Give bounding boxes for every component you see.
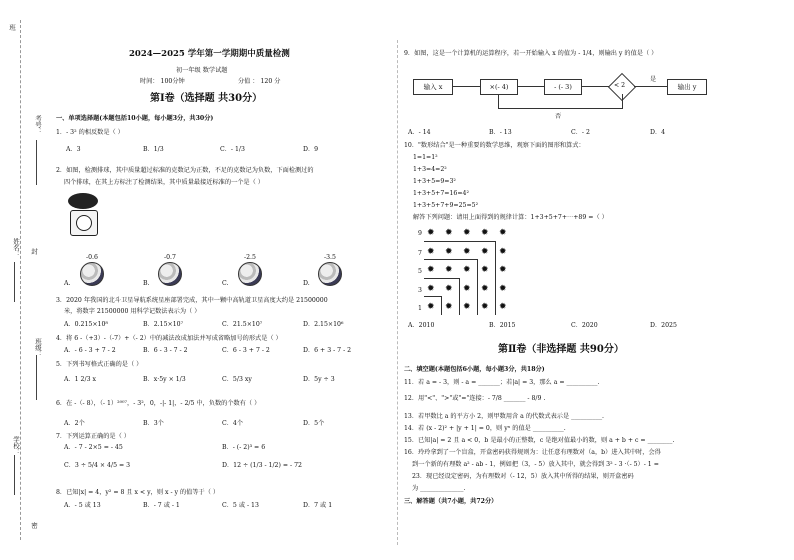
q7-option-b: B．- (- 2)³ = 6	[222, 444, 266, 451]
q11-stem: 11．若 a = - 3，则 - a = _______；若|a| = 3，那么 a = __________.	[404, 379, 600, 386]
grid-row-label-7: 7	[418, 250, 422, 257]
q1-option-d: D．9	[303, 146, 319, 153]
q5-stem: 5．下列书写格式正确的是（ ）	[56, 361, 143, 368]
sun-icon: ✹	[427, 228, 435, 238]
solve-intro: 三、解答题（共7小题，共72分）	[404, 498, 498, 505]
q5-option-d: D．5y ÷ 3	[303, 376, 335, 383]
q14-stem: 14．若 (x - 2)² + |y + 1| = 0，则 yˣ 的值是 __________.	[404, 425, 566, 432]
sun-icon: ✹	[481, 246, 489, 257]
volleyball-c-icon	[238, 262, 262, 286]
sun-icon: ✹	[445, 265, 453, 275]
q9-stem: 9．如图，这是一个计算机的运算程序，若一开始输入 x 的值为 - 1/4，则输出 y 的值是（ ）	[404, 50, 658, 57]
q10-option-c: C．2020	[571, 322, 598, 329]
sun-icon: ✹	[463, 246, 471, 257]
exam-time: 时间： 100分钟	[140, 78, 185, 85]
q7-option-a: A．- 7 - 2×5 = - 45	[64, 444, 123, 451]
volleyball-a-icon	[80, 262, 104, 286]
sun-icon: ✹	[481, 265, 489, 275]
margin-mi-label: 密	[30, 522, 38, 529]
scale-body-image	[70, 210, 98, 236]
q2-value-d: -3.5	[324, 254, 336, 261]
sun-icon: ✹	[463, 228, 471, 238]
flow-no-label: 否	[555, 113, 562, 120]
q3-option-b: B．2.15×10⁷	[143, 321, 184, 328]
q5-option-c: C．5/3 xy	[222, 376, 252, 383]
q6-option-b: B．3个	[143, 420, 164, 427]
q2-value-b: -0.7	[164, 254, 176, 261]
grid-l-7	[424, 241, 496, 315]
margin-banji-label: 班级：	[34, 338, 42, 358]
margin-xiao-label: 学校：	[12, 436, 20, 456]
q4-stem: 4．将 6 -（+3）-（-7）+（- 2）中的减法改成加法并写成省略加号的形式是（ ）	[56, 335, 282, 342]
grid-row-label-9: 9	[418, 230, 422, 237]
sun-icon: ✹	[445, 283, 453, 294]
volleyball-d-icon	[318, 262, 342, 286]
q8-option-b: B．- 7 或 - 1	[143, 502, 180, 509]
q5-option-b: B．x·5y × 1/3	[143, 376, 186, 383]
grid-row-label-3: 3	[418, 287, 422, 294]
q7-stem: 7．下列运算正确的是（ ）	[56, 433, 130, 440]
margin-feng-label: 封	[30, 248, 38, 255]
q10-stem: 10．"数形结合"是一种重要的数学思维，观察下面的图形和算式：	[404, 142, 585, 149]
q6-stem: 6．在 -（- 8），（- 1）²⁰⁰⁷，- 3²，0，-|- 1|，- 2/5 中，负数的个数有（ ）	[56, 400, 261, 407]
q5-option-a: A．1 2/3 x	[64, 376, 96, 383]
q6-option-a: A．2个	[64, 420, 85, 427]
q4-option-c: C．6 - 3 + 7 - 2	[222, 347, 270, 354]
part1-title: 第Ⅰ卷（选择题 共30分）	[150, 93, 263, 104]
q3-stem-line1: 3．2020 年我国的北斗卫星导航系统星座部署完成，其中一颗中高轨道卫星高度大约是 21500000	[56, 297, 328, 304]
flow-arrow-1	[452, 86, 480, 87]
q4-option-d: D．6 + 3 - 7 - 2	[303, 347, 352, 354]
sun-icon: ✹	[427, 302, 435, 312]
flow-input-box: 输入 x	[413, 79, 453, 95]
q2-option-b: B.	[143, 280, 150, 287]
flow-arrow-4	[634, 86, 667, 87]
sun-icon: ✹	[427, 265, 435, 275]
q2-value-a: -0.6	[86, 254, 98, 261]
sun-icon: ✹	[499, 246, 507, 257]
sun-icon: ✹	[445, 228, 453, 238]
banji-line	[36, 355, 37, 400]
flow-arrow-3	[581, 86, 609, 87]
column-divider	[397, 40, 398, 545]
q4-option-a: A．- 6 - 3 + 7 - 2	[64, 347, 116, 354]
exam-score: 分值 ： 120 分	[238, 78, 281, 85]
q3-option-d: D．2.15×10⁶	[303, 321, 344, 328]
q10-option-b: B．2015	[489, 322, 516, 329]
q1-option-a: A．3	[66, 146, 81, 153]
volleyball-b-icon	[158, 262, 182, 286]
q10-option-d: D．2025	[650, 322, 677, 329]
q13-stem: 13．若甲数比 a 的平方小 2，则甲数用含 a 的代数式表示是 __________.	[404, 413, 605, 420]
sun-icon: ✹	[427, 246, 435, 257]
q1-option-b: B．1/3	[143, 146, 164, 153]
q9-option-d: D．4	[650, 129, 666, 136]
flow-multiply-box: ×(- 4)	[480, 79, 518, 95]
flow-subtract-box: - (- 3)	[544, 79, 582, 95]
scale-dial-icon	[76, 215, 92, 231]
q10-eq-3: 1+3+5=9=3²	[413, 178, 456, 185]
xingming-line	[14, 262, 15, 302]
sun-icon: ✹	[499, 265, 507, 275]
scale-ball-image	[68, 193, 98, 209]
q2-option-d: D.	[303, 280, 310, 287]
q15-stem: 15．已知|a| = 2 且 a < 0，b 是最小的正整数，c 是绝对值最小的数，则 a + b + c = ________.	[404, 437, 675, 444]
flow-decision-label: < 2	[614, 82, 626, 89]
q10-question: 解答下列问题：请用上面得到的规律计算：1+3+5+7+⋯+89 =（ ）	[413, 214, 608, 221]
flow-output-box: 输出 y	[667, 79, 707, 95]
q2-option-c: C.	[222, 280, 229, 287]
sun-icon: ✹	[463, 283, 471, 294]
q1-option-c: C．- 1/3	[220, 146, 245, 153]
sun-icon: ✹	[445, 246, 453, 257]
q9-option-c: C．- 2	[571, 129, 590, 136]
margin-xingming-label: 姓名：	[12, 238, 20, 258]
fill-intro: 二、填空题(本题包括6小题，每小题3分，共18分)	[404, 366, 545, 373]
flow-arrow-2	[517, 86, 544, 87]
sun-icon: ✹	[463, 265, 471, 275]
q8-stem: 8．已知|x| = 4，y² = 8 且 x < y，则 x - y 的值等于（ ）	[56, 489, 220, 496]
sun-icon: ✹	[481, 283, 489, 294]
sun-icon: ✹	[499, 228, 507, 238]
q6-option-d: D．5个	[303, 420, 325, 427]
exam-title: 2024—2025 学年第一学期期中质量检测	[129, 49, 290, 59]
flow-yes-label: 是	[650, 76, 657, 83]
kaohao-line	[36, 140, 37, 185]
q6-option-c: C．4个	[222, 420, 244, 427]
q8-option-c: C．5 或 - 13	[222, 502, 259, 509]
q7-option-d: D．12 ÷ (1/3 - 1/2) = - 72	[222, 462, 302, 469]
q12-stem: 12．用"<"、">"或"="连接：- 7/8 _______ - 8/9 .	[404, 395, 546, 402]
q3-option-c: C．21.5×10⁷	[222, 321, 263, 328]
binding-line	[20, 20, 21, 540]
q10-eq-4: 1+3+5+7=16=4²	[413, 190, 469, 197]
sun-icon: ✹	[445, 302, 453, 312]
q8-option-a: A．- 5 或 13	[64, 502, 101, 509]
sun-icon: ✹	[481, 302, 489, 312]
q16-stem-line2: 到一个新的有理数 a² - ab - 1，例如把（3，- 5）放入其中，就会得到 3² - 3 ·（- 5）- 1 =	[412, 461, 659, 468]
q8-option-d: D．7 或 1	[303, 502, 333, 509]
grid-row-label-5: 5	[418, 268, 422, 275]
q10-eq-5: 1+3+5+7+9=25=5²	[413, 202, 479, 209]
q16-stem-line3: 23．现已经设定密码，为有理数对（- 12，5）放入其中所得的结果，则开盒密码	[412, 473, 634, 480]
sun-icon: ✹	[499, 283, 507, 294]
q10-eq-1: 1=1=1²	[413, 154, 438, 161]
margin-top-label: 班	[8, 24, 16, 31]
q2-stem-line2: 四个排球，在其上方标注了检测结果，其中质量最接近标准的一个是（ ）	[64, 179, 264, 186]
part1-intro: 一、单项选择题(本题包括10小题，每小题3分，共30分)	[56, 115, 214, 122]
q16-stem-line4: 为 ______________.	[412, 485, 466, 492]
q7-option-c: C．3 ÷ 5/4 × 4/5 = 3	[64, 462, 131, 469]
q2-value-c: -2.5	[244, 254, 256, 261]
q3-option-a: A．0.215×10⁸	[64, 321, 108, 328]
grid-row-label-1: 1	[418, 305, 422, 312]
flow-loop-line	[498, 94, 623, 109]
exam-subtitle: 初一年级 数学试题	[176, 67, 228, 74]
q4-option-b: B．6 - 3 - 7 - 2	[143, 347, 188, 354]
q9-option-b: B．- 13	[489, 129, 512, 136]
q9-option-a: A．- 14	[408, 129, 431, 136]
q3-stem-line2: 米，将数字 21500000 用科学记数法表示为（ ）	[64, 308, 201, 315]
q10-option-a: A．2010	[408, 322, 435, 329]
q2-stem-line1: 2．如图，检测排球，其中质量超过标准的克数记为正数，不足的克数记为负数，下面检测过的	[56, 167, 314, 174]
q10-eq-2: 1+3=4=2²	[413, 166, 447, 173]
sun-icon: ✹	[463, 302, 471, 312]
sun-icon: ✹	[481, 228, 489, 238]
sun-icon: ✹	[427, 283, 435, 294]
sun-icon: ✹	[499, 302, 507, 312]
q1-stem: 1．- 3² 的相反数是（ ）	[56, 129, 124, 136]
part2-title: 第Ⅱ卷（非选择题 共90分）	[498, 344, 624, 355]
margin-kaohao-label: 考号：	[34, 115, 42, 135]
q16-stem-line1: 16．玲玲拿到了一个盲盒，开盒密码获得规则为：让任意有理数对（a，b）进入其中时，会得	[404, 449, 661, 456]
q2-option-a: A.	[64, 280, 71, 287]
xiao-line	[14, 455, 15, 495]
